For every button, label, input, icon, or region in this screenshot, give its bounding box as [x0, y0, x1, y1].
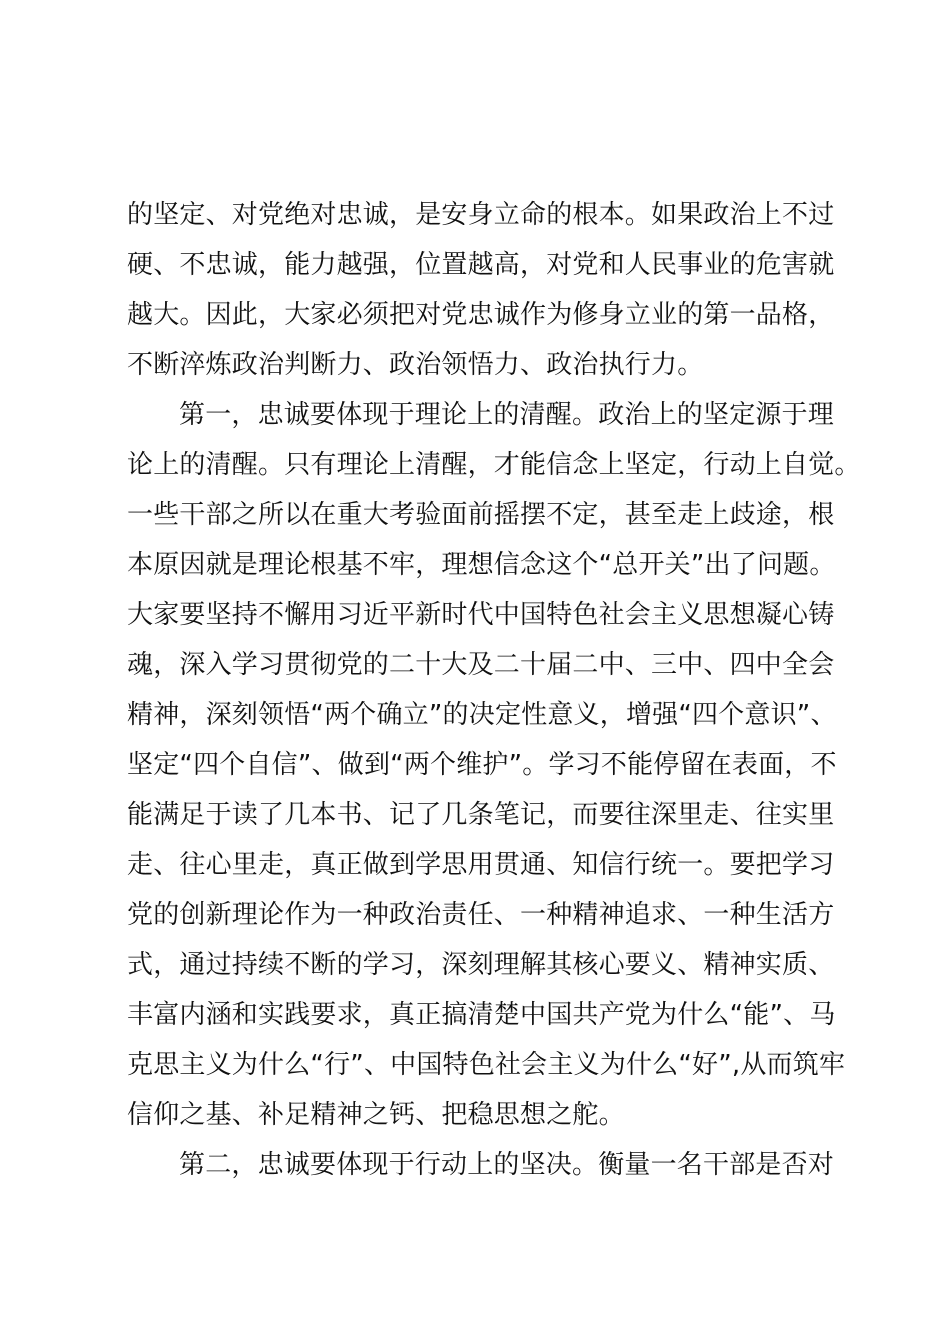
text-line: 精神，深刻领悟“两个确立”的决定性意义，增强“四个意识”、: [127, 700, 837, 730]
text-line: 式，通过持续不断的学习，深刻理解其核心要义、精神实质、: [127, 950, 835, 980]
text-line: 不断淬炼政治判断力、政治领悟力、政治执行力。: [127, 350, 704, 380]
text-line: 信仰之基、补足精神之钙、把稳思想之舵。: [127, 1100, 625, 1130]
text-line: 克思主义为什么“行”、中国特色社会主义为什么“好”,从而筑牢: [127, 1050, 846, 1080]
paragraph-first-line: 第二，忠诚要体现于行动上的坚决。衡量一名干部是否对: [179, 1150, 835, 1180]
text-line: 党的创新理论作为一种政治责任、一种精神追求、一种生活方: [127, 900, 835, 930]
text-line: 坚定“四个自信”、做到“两个维护”。学习不能停留在表面，不: [127, 750, 837, 780]
text-line: 魂，深入学习贯彻党的二十大及二十届二中、三中、四中全会: [127, 650, 835, 680]
text-line: 走、往心里走，真正做到学思用贯通、知信行统一。要把学习: [127, 850, 835, 880]
text-line: 一些干部之所以在重大考验面前摇摆不定，甚至走上歧途，根: [127, 500, 835, 530]
text-line: 能满足于读了几本书、记了几条笔记，而要往深里走、往实里: [127, 800, 835, 830]
text-line: 硬、不忠诚，能力越强，位置越高，对党和人民事业的危害就: [127, 250, 835, 280]
text-line: 大家要坚持不懈用习近平新时代中国特色社会主义思想凝心铸: [127, 600, 835, 630]
document-body: [127, 190, 861, 1190]
text-line: 的坚定、对党绝对忠诚，是安身立命的根本。如果政治上不过: [127, 200, 835, 230]
text-line: 丰富内涵和实践要求，真正搞清楚中国共产党为什么“能”、马: [127, 1000, 836, 1030]
text-line: 本原因就是理论根基不牢，理想信念这个“总开关”出了问题。: [127, 550, 836, 580]
text-line: 越大。因此，大家必须把对党忠诚作为修身立业的第一品格，: [127, 300, 835, 330]
paragraph-first-line: 第一，忠诚要体现于理论上的清醒。政治上的坚定源于理: [179, 400, 835, 430]
text-line: 论上的清醒。只有理论上清醒，才能信念上坚定，行动上自觉。: [127, 450, 861, 480]
